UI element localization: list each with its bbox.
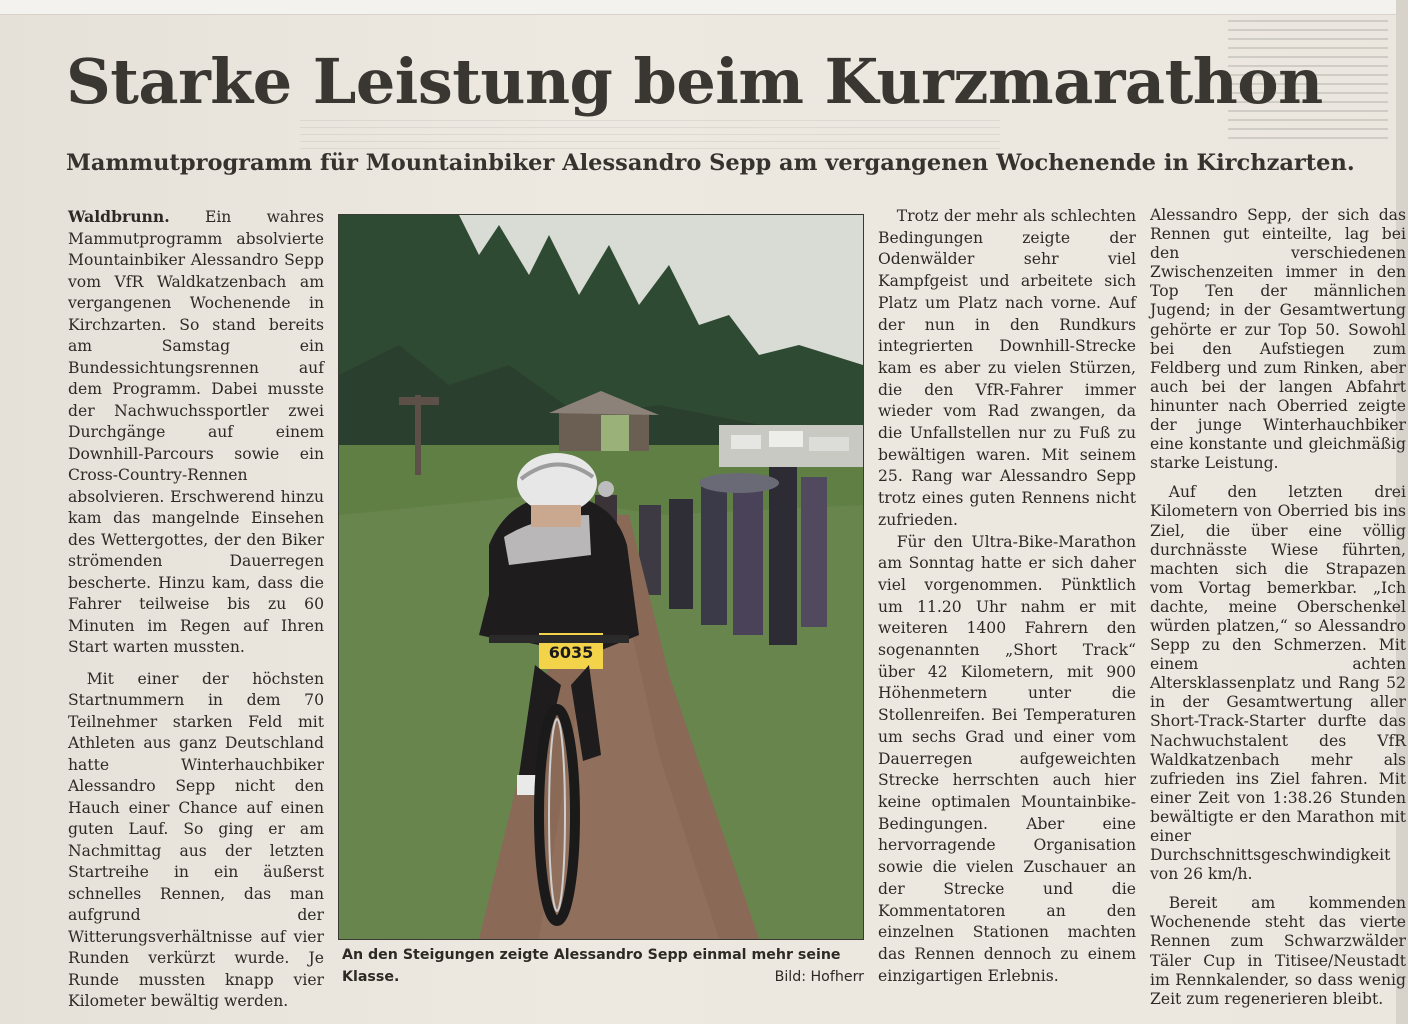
paragraph: Bereit am kommenden Wochenende steht das vierte Rennen zum Schwarzwälder Täler Cup in Titisee/Neustadt im Rennkalender, so dass wenig Zeit zum regenerieren bleibt. [1150, 894, 1406, 1008]
photo-credit: Bild: Hofherr [774, 969, 864, 985]
article-photo [338, 214, 864, 940]
paragraph: Mit einer der höchsten Startnummern in dem 70 Teilnehmer starken Feld mit Athleten aus ganz Deutschland hatte Winterhauchbiker Alessandro Sepp nicht den Hauch einer Chance auf einen guten Lauf. So ging er am Nachmittag aus der letzten Startreihe in ein äußerst schnelles Rennen, das man aufgrund der Witterungsverhältnisse auf vier Runden verkürzt wurde. Je Runde mussten knapp vier Kilometer bewältig werden. [68, 669, 324, 1010]
paper-top-edge [0, 0, 1408, 15]
paragraph: Für den Ultra-Bike-Marathon am Sonntag hatte er sich daher viel vorgenommen. Pünktlich um 11.20 Uhr nahm er mit weiteren 1400 Fahrern den sogenannten „Short Track“ über 42 Kilometern, mit 900 Höhenmetern unter die Stollenreifen. Bei Temperaturen um sechs Grad und einer vom Dauerregen aufgeweichten Strecke herrschten auch hier keine optimalen Mountainbike-Bedingungen. Aber eine hervorragende Organisation sowie die vielen Zuschauer an der Strecke und die Kommentatoren an den einzelnen Stationen machten das Rennen dennoch zu einem einzigartigen Erlebnis. [878, 532, 1136, 985]
dateline: Waldbrunn. [68, 207, 170, 226]
article-column-1 [68, 206, 324, 1013]
article-column-4 [1150, 206, 1406, 1009]
photo-parked-cars [719, 425, 863, 467]
paragraph: Auf den letzten drei Kilometern von Oberried bis ins Ziel, die über eine völlig durchnässte Wiese führten, machten sich die Strapazen vom Vortag bemerkbar. „Ich dachte, meine Oberschenkel würden platzen,“ so Alessandro Sepp zu den Schmerzen. Mit einem achten Altersklassenplatz und Rang 52 in der Gesamtwertung aller Short-Track-Starter durfte das Nachwuchstalent des VfR Waldkatzenbach mehr als zufrieden ins Ziel fahren. Mit einer Zeit von 1:38.26 Stunden bewältigte er den Marathon mit einer Durchschnittsgeschwindigkeit von 26 km/h. [1150, 483, 1406, 884]
paragraph [68, 206, 324, 659]
photo-caption: An den Steigungen zeigte Alessandro Sepp einmal mehr seine Klasse. [342, 947, 841, 985]
paragraph-text: Ein wahres Mammutprogramm absolvierte Mountainbiker Alessandro Sepp vom VfR Waldkatzenbach am vergangenen Wochenende in Kirchzarten. So stand bereits am Samstag ein Bundessichtungsrennen auf dem Programm. Dabei musste der Nachwuchssportler zwei Durchgänge auf einem Downhill-Parcours sowie ein Cross-Country-Rennen absolvieren. Erschwerend hinzu kam das mangelnde Einsehen des Wettergottes, der den Biker strömenden Dauerregen bescherte. Hinzu kam, dass die Fahrer teilweise bis zu 60 Minuten im Regen auf Ihren Start warten mussten. [68, 208, 324, 656]
mountain-biker-photo [339, 215, 863, 939]
subheadline: Mammutprogramm für Mountainbiker Alessandro Sepp am vergangenen Wochenende in Kirchzarten. [66, 150, 1355, 176]
paragraph: Trotz der mehr als schlechten Bedingungen zeigte der Odenwälder sehr viel Kampfgeist und arbeitete sich Platz um Platz nach vorne. Auf der nun in den Rundkurs integrierten Downhill-Strecke kam es aber zu vielen Stürzen, die den VfR-Fahrer immer wieder vom Rad zwangen, da die Unfallstellen nur zu Fuß zu bewältigen waren. Mit seinem 25. Rang war Alessandro Sepp trotz eines guten Rennens nicht zufrieden. [878, 207, 1136, 529]
race-bib-number: 6035 [548, 643, 594, 662]
headline: Starke Leistung beim Kurzmarathon [66, 45, 1323, 118]
article-column-3 [878, 206, 1136, 987]
paragraph-continued: Alessandro Sepp, der sich das Rennen gut einteilte, lag bei den verschiedenen Zwischenzeiten immer in den Top Ten der männlichen Jugend; in der Gesamtwertung gehörte er zur Top 50. Sowohl bei den Aufstiegen zum Feldberg und zum Rinken, aber auch bei der langen Abfahrt hinunter nach Oberried zeigte der junge Winterhauchbiker eine konstante und gleichmäßig starke Leistung. [1150, 206, 1406, 473]
